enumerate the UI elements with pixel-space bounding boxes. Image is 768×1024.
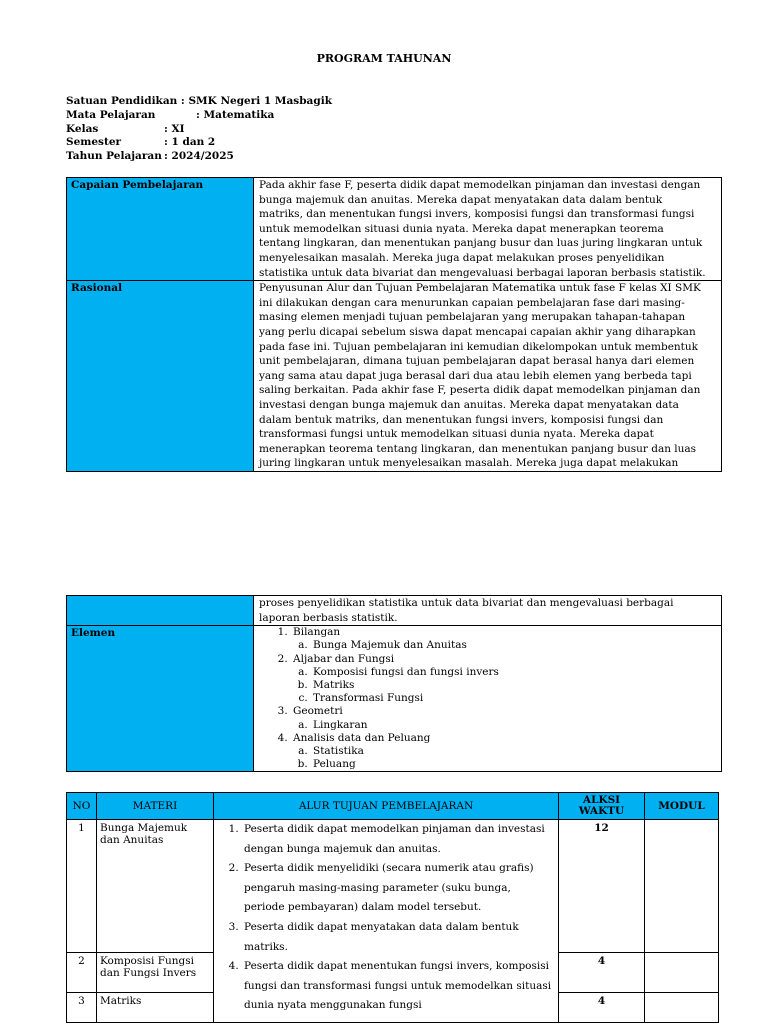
header-modul: MODUL xyxy=(645,793,719,820)
atp-table xyxy=(66,792,719,1023)
meta-value: : XI xyxy=(164,122,185,135)
meta-value: : 2024/2025 xyxy=(164,150,234,163)
capaian-line: bunga majemuk dan anuitas. Mereka dapat menyatakan data dalam bentuk xyxy=(259,193,663,206)
row-materi: Bunga Majemuk dan Anuitas xyxy=(97,820,214,953)
elemen-item: 1. Bilangan a. Bunga Majemuk dan Anuitas xyxy=(291,626,716,652)
rasional-line: dalam bentuk matriks, dan menentukan fungsi invers, komposisi fungsi dan xyxy=(259,413,664,426)
rasional-line: yang sama atau dapat juga berasal dari dua atau lebih elemen yang berbeda tapi xyxy=(259,369,692,382)
elemen-item: 4. Analisis data dan Peluang a. Statistika b. Peluang xyxy=(291,732,716,772)
capaian-line: tentang lingkaran, dan menentukan panjang busur dan luas juring lingkaran untuk xyxy=(259,237,703,250)
elemen-sub-item: c. Transformasi Fungsi xyxy=(311,692,716,705)
rasional-line: laporan berbasis statistik. xyxy=(259,611,398,624)
row-modul xyxy=(645,993,719,1023)
elemen-sub-item: a. Komposisi fungsi dan fungsi invers xyxy=(311,666,716,679)
alur-item: 1. Peserta didik dapat memodelkan pinjaman dan investasi dengan bunga majemuk dan anuitas. xyxy=(242,820,554,859)
elemen-list xyxy=(259,626,716,771)
header-materi: MATERI xyxy=(97,793,214,820)
elemen-sub-list xyxy=(293,639,716,652)
rasional-line: masing elemen menjadi tujuan pembelajaran yang merupakan tahapan-tahapan xyxy=(259,311,686,324)
document-title: PROGRAM TAHUNAN xyxy=(316,52,452,65)
rasional-line: transformasi fungsi untuk memodelkan situasi dunia nyata. Mereka dapat xyxy=(259,428,654,441)
alur-list xyxy=(214,820,554,1016)
rasional-line: pada fase ini. Tujuan pembelajaran ini kemudian dikelompokan untuk membentuk xyxy=(259,340,699,353)
row-waktu: 4 xyxy=(559,953,645,993)
rasional-line: ini dilakukan dengan cara menurunkan capaian pembelajaran fase dari masing- xyxy=(259,296,685,309)
meta-sep: : xyxy=(177,95,189,107)
header-alur: ALUR TUJUAN PEMBELAJARAN xyxy=(214,793,559,820)
rasional-line: unit pembelajaran, dimana tujuan pembelajaran dapat berasal hanya dari elemen xyxy=(259,355,695,368)
meta-key: Tahun Pelajaran xyxy=(66,150,162,163)
elemen-label: Elemen xyxy=(67,626,254,772)
elemen-sub-list xyxy=(293,745,716,771)
rasional-line: Penyusunan Alur dan Tujuan Pembelajaran Matematika untuk fase F kelas XI SMK xyxy=(259,282,701,295)
elemen-content xyxy=(254,626,722,772)
row-modul xyxy=(645,953,719,993)
meta-key: Mata Pelajaran xyxy=(66,108,156,121)
meta-key: Semester xyxy=(66,136,122,149)
alur-item: 4. Peserta didik dapat menentukan fungsi invers, komposisi fungsi dan transformasi fungsi untuk memodelkan situasi dunia nyata menggunakan fungsi xyxy=(242,957,554,1016)
rasional-elemen-table xyxy=(66,595,722,772)
rasional-line: yang perlu dicapai sebelum siswa dapat mencapai capaian akhir yang diharapkan xyxy=(259,325,696,338)
elemen-item: 2. Aljabar dan Fungsi a. Komposisi fungsi dan fungsi invers b. Matriks c. Transformasi Fungsi xyxy=(291,653,716,706)
row-modul xyxy=(645,820,719,953)
capaian-content xyxy=(254,178,722,281)
elemen-sub-item: a. Bunga Majemuk dan Anuitas xyxy=(311,639,716,652)
rasional-line: saling berkaitan. Pada akhir fase F, peserta didik dapat memodelkan pinjaman dan xyxy=(259,384,701,397)
meta-value: : Matematika xyxy=(196,108,275,121)
capaian-line: matriks, dan menentukan fungsi invers, komposisi fungsi dan transformasi fungsi xyxy=(259,208,695,221)
row-waktu: 4 xyxy=(559,993,645,1023)
capaian-row xyxy=(67,178,722,281)
rasional-continued-content xyxy=(254,596,722,626)
rasional-line: menerapkan teorema tentang lingkaran, dan menentukan panjang busur dan luas xyxy=(259,442,697,455)
capaian-rasional-table xyxy=(66,177,722,472)
document-meta xyxy=(66,95,332,164)
meta-satuan-pendidikan xyxy=(66,95,332,109)
meta-value: : 1 dan 2 xyxy=(164,136,216,149)
table-row xyxy=(67,820,719,953)
meta-tahun-pelajaran xyxy=(66,150,332,164)
rasional-content xyxy=(254,281,722,472)
elemen-row xyxy=(67,626,722,772)
elemen-item: 3. Geometri a. Lingkaran xyxy=(291,705,716,731)
rasional-continued-row xyxy=(67,596,722,626)
rasional-line: juring lingkaran untuk menyelesaikan masalah. Mereka juga dapat melakukan xyxy=(259,457,679,470)
row-alur xyxy=(214,820,559,1023)
row-no: 3 xyxy=(67,993,97,1023)
elemen-sub-item: b. Matriks xyxy=(311,679,716,692)
row-waktu: 12 xyxy=(559,820,645,953)
rasional-label: Rasional xyxy=(67,281,254,472)
rasional-row xyxy=(67,281,722,472)
capaian-line: menyelesaikan masalah. Mereka juga dapat melakukan proses penyelidikan xyxy=(259,251,665,264)
elemen-sub-item: b. Peluang xyxy=(311,758,716,771)
rasional-line: proses penyelidikan statistika untuk data bivariat dan mengevaluasi berbagai xyxy=(259,597,674,609)
alur-item: 3. Peserta didik dapat menyatakan data dalam bentuk matriks. xyxy=(242,918,554,957)
capaian-line: statistika untuk data bivariat dan mengevaluasi berbagai laporan berbasis statistik. xyxy=(259,266,706,279)
capaian-line: Pada akhir fase F, peserta didik dapat memodelkan pinjaman dan investasi dengan xyxy=(259,179,701,191)
meta-kelas xyxy=(66,123,332,137)
meta-semester xyxy=(66,136,332,150)
elemen-sub-list xyxy=(293,719,716,732)
header-no: NO xyxy=(67,793,97,820)
atp-header-row xyxy=(67,793,719,820)
rasional-continued-label xyxy=(67,596,254,626)
meta-key: Kelas xyxy=(66,122,99,135)
elemen-sub-item: a. Lingkaran xyxy=(311,719,716,732)
capaian-label: Capaian Pembelajaran xyxy=(67,178,254,281)
alur-item: 2. Peserta didik menyelidiki (secara numerik atau grafis) pengaruh masing-masing parameter (suku bunga, periode pembayaran) dalam model tersebut. xyxy=(242,859,554,918)
elemen-sub-item: a. Statistika xyxy=(311,745,716,758)
row-materi: Komposisi Fungsi dan Fungsi Invers xyxy=(97,953,214,993)
elemen-sub-list xyxy=(293,666,716,706)
capaian-line: untuk memodelkan situasi dunia nyata. Mereka dapat menerapkan teorema xyxy=(259,222,664,235)
rasional-line: investasi dengan bunga majemuk dan anuitas. Mereka dapat menyatakan data xyxy=(259,398,679,411)
header-waktu: ALKSI WAKTU xyxy=(559,793,645,820)
meta-value: SMK Negeri 1 Masbagik xyxy=(188,95,332,107)
meta-key: Satuan Pendidikan xyxy=(66,95,178,107)
meta-mata-pelajaran xyxy=(66,109,332,123)
row-materi: Matriks xyxy=(97,993,214,1023)
row-no: 1 xyxy=(67,820,97,953)
row-no: 2 xyxy=(67,953,97,993)
